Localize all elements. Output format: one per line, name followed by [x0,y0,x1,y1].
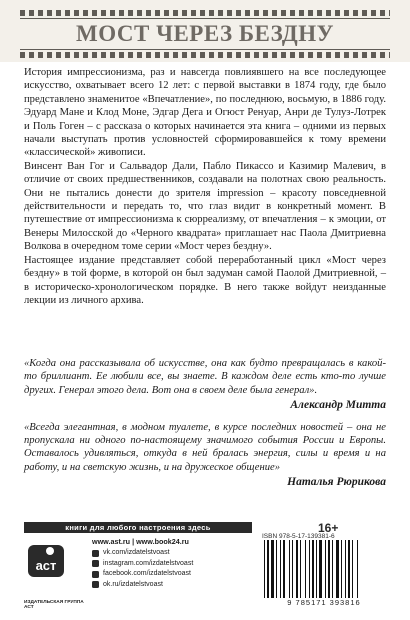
header-top-ticks [20,10,390,16]
barcode-bar [312,540,314,598]
publisher-name: ИЗДАТЕЛЬСКАЯ ГРУППА АСТ [24,600,84,610]
barcode-bar [267,540,269,598]
barcode-bar [332,540,333,598]
social-link-instagram[interactable] [92,559,193,570]
slogan-bar: книги для любого настроения здесь [24,522,252,533]
header-band [0,0,410,62]
barcode-bar [316,540,317,598]
quotes [24,357,386,490]
quote-author: Александр Митта [290,399,386,412]
barcode-bar [300,540,301,598]
quote-text: «Всегда элегантная, в модном туалете, в курсе последних новостей – она не пропускала ни одного по-настоящему значимого события России и Европы. Оставалось удивляться, откуда в ней бралась энергия, силы и время и на работу, и на светскую жизнь, и на дружеское общение» [24,421,386,473]
barcode-bar [289,540,290,598]
description-paragraph: Настоящее издание представляет собой переработанный цикл «Мост через бездну» в той форме, в которой он был задуман самой Паолой Дмитриевной, – в историческо-хронологическом порядке. В него также войдут неизданные лекции из личного архива. [24,254,386,306]
quote-text: «Когда она рассказывала об искусстве, она как будто превращалась в какой-то бриллиант. Ее любили все, вы знаете. В каждом деле есть кто-то лучше других. Генерал этого дела. Вот она в своем деле была генерал». [24,358,386,396]
barcode-bar [305,540,306,598]
description-paragraph: История импрессионизма, раз и навсегда повлиявшего на все последующее искусство, охватывает всего 12 лет: с первой выставки в 1874 году, где было представлено знаменитое «Впечатление», по последнюю, восьмую, в 1886 году. Эдуард Мане и Клод Моне, Эдгар Дега и Огюст Ренуар, Анри де Тулуз-Лотрек и Поль Гоген – с рассказа о которых начинается эта книга – одними из первых начали выступать против условностей сформировавшейся к тому времени «классической» живописи. [24,67,386,159]
barcode-bar [283,540,285,598]
social-link-text: instagram.com/izdatelstvoast [103,559,194,567]
barcode-bar [292,540,293,598]
social-links [92,548,193,590]
facebook-icon [92,571,99,578]
social-link-ok[interactable] [92,580,193,591]
barcode-bar [348,540,350,598]
barcode-bar [336,540,339,598]
barcode-bar [352,540,353,598]
header-rule-bottom [20,49,390,50]
barcode-bar [345,540,346,598]
vk-icon [92,550,99,557]
instagram-icon [92,560,99,567]
barcode-bar [325,540,326,598]
isbn: ISBN 978-5-17-139381-6 [262,533,335,540]
barcode-bar [280,540,281,598]
barcode-bar [271,540,274,598]
odnoklassniki-icon [92,581,99,588]
series-title: МОСТ ЧЕРЕЗ БЕЗДНУ [75,21,335,46]
social-link-vk[interactable] [92,548,193,559]
barcode-bar [264,540,265,598]
barcode-bar [296,540,298,598]
age-rating: 16+ [318,521,339,535]
barcode-bar [357,540,358,598]
header-bottom-ticks [20,52,390,58]
ast-logo-icon [26,541,66,581]
social-link-text: vk.com/izdatelstvoast [103,549,170,556]
barcode-number: 9 785171 393816 [287,598,361,607]
barcode-bar [328,540,330,598]
quote-author: Наталья Рюрикова [287,476,386,489]
social-link-facebook[interactable] [92,569,193,580]
website-links[interactable]: www.ast.ru | www.book24.ru [92,537,189,546]
barcode-bar [309,540,310,598]
barcode-bar [341,540,342,598]
social-link-text: ok.ru/izdatelstvoast [103,580,163,588]
barcode-bar [276,540,277,598]
description-paragraph: Винсент Ван Гог и Сальвадор Дали, Пабло Пикассо и Казимир Малевич, в отличие от своих предшественников, создавали на полотнах свою реальность. Они не пытались донести до зрителя impression – красоту повседневной действительности и передать то, что глаз видит в конкретный момент. В путешествие от импрессионизма к сюрреализму, от впечатления – к эмоции, от Венеры Милосской до «Черного квадрата» приглашает нас Паола Дмитриевна Волкова в очередном томе серии «Мост через бездну». [24,160,386,253]
barcode-bar [319,540,322,598]
social-link-text: facebook.com/izdatelstvoast [103,570,191,577]
barcode [262,540,386,598]
description [24,66,386,307]
logo-text: аст [35,558,57,573]
